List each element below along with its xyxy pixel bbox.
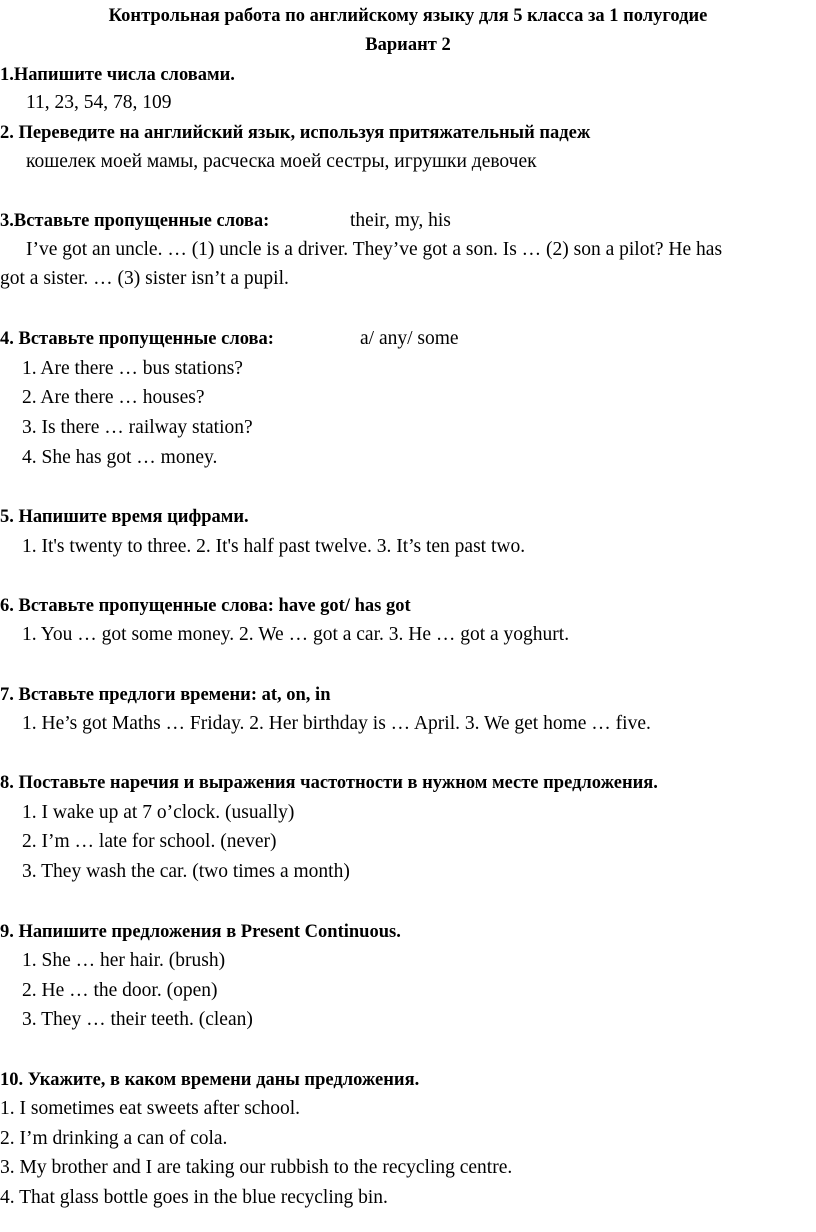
task-10-item: 3. My brother and I are taking our rubbish to the recycling centre. [0, 1157, 513, 1178]
task-3-line: got a sister. … (3) sister isn’t a pupil. [0, 268, 289, 289]
task-6-heading: 6. Вставьте пропущенные слова: have got/ has got [0, 596, 411, 616]
task-10-item: 1. I sometimes eat sweets after school. [0, 1098, 300, 1119]
task-8-item: 1. I wake up at 7 o’clock. (usually) [22, 802, 295, 823]
task-9-heading: 9. Напишите предложения в Present Continuous. [0, 922, 401, 942]
task-2-heading: 2. Переведите на английский язык, используя притяжательный падеж [0, 123, 591, 143]
task-9-item: 3. They … their teeth. (clean) [22, 1009, 253, 1030]
task-4-item: 2. Are there … houses? [22, 387, 205, 408]
task-9-item: 1. She … her hair. (brush) [22, 950, 226, 971]
task-4-words: a/ any/ some [360, 328, 459, 349]
task-2-line: кошелек моей мамы, расческа моей сестры, игрушки девочек [26, 151, 537, 172]
task-7-heading: 7. Вставьте предлоги времени: at, on, in [0, 685, 331, 705]
task-3-words: their, my, his [350, 210, 451, 231]
task-7-line: 1. He’s got Maths … Friday. 2. Her birthday is … April. 3. We get home … five. [22, 713, 651, 734]
variant-label: Вариант 2 [365, 35, 451, 55]
task-5-line: 1. It's twenty to three. 2. It's half past twelve. 3. It’s ten past two. [22, 536, 526, 557]
task-1-line: 11, 23, 54, 78, 109 [26, 92, 172, 113]
task-6-line: 1. You … got some money. 2. We … got a car. 3. He … got a yoghurt. [22, 624, 570, 645]
task-4-heading: 4. Вставьте пропущенные слова: [0, 329, 274, 349]
task-10-item: 4. That glass bottle goes in the blue recycling bin. [0, 1187, 388, 1208]
task-9-item: 2. He … the door. (open) [22, 980, 218, 1001]
page-title: Контрольная работа по английскому языку для 5 класса за 1 полугодие [108, 6, 708, 26]
task-4-item: 1. Are there … bus stations? [22, 358, 243, 379]
task-4-item: 4. She has got … money. [22, 447, 218, 468]
task-10-heading: 10. Укажите, в каком времени даны предложения. [0, 1070, 420, 1090]
task-3-line: I’ve got an uncle. … (1) uncle is a driver. They’ve got a son. Is … (2) son a pilot? He has [26, 239, 723, 260]
task-8-item: 3. They wash the car. (two times a month) [22, 861, 350, 882]
task-5-heading: 5. Напишите время цифрами. [0, 507, 249, 527]
task-10-item: 2. I’m drinking a can of cola. [0, 1128, 228, 1149]
task-4-item: 3. Is there … railway station? [22, 417, 253, 438]
task-3-heading: 3.Вставьте пропущенные слова: [0, 211, 270, 231]
task-8-heading: 8. Поставьте наречия и выражения частотности в нужном месте предложения. [0, 773, 658, 793]
task-8-item: 2. I’m … late for school. (never) [22, 831, 277, 852]
task-1-heading: 1.Напишите числа словами. [0, 65, 235, 85]
